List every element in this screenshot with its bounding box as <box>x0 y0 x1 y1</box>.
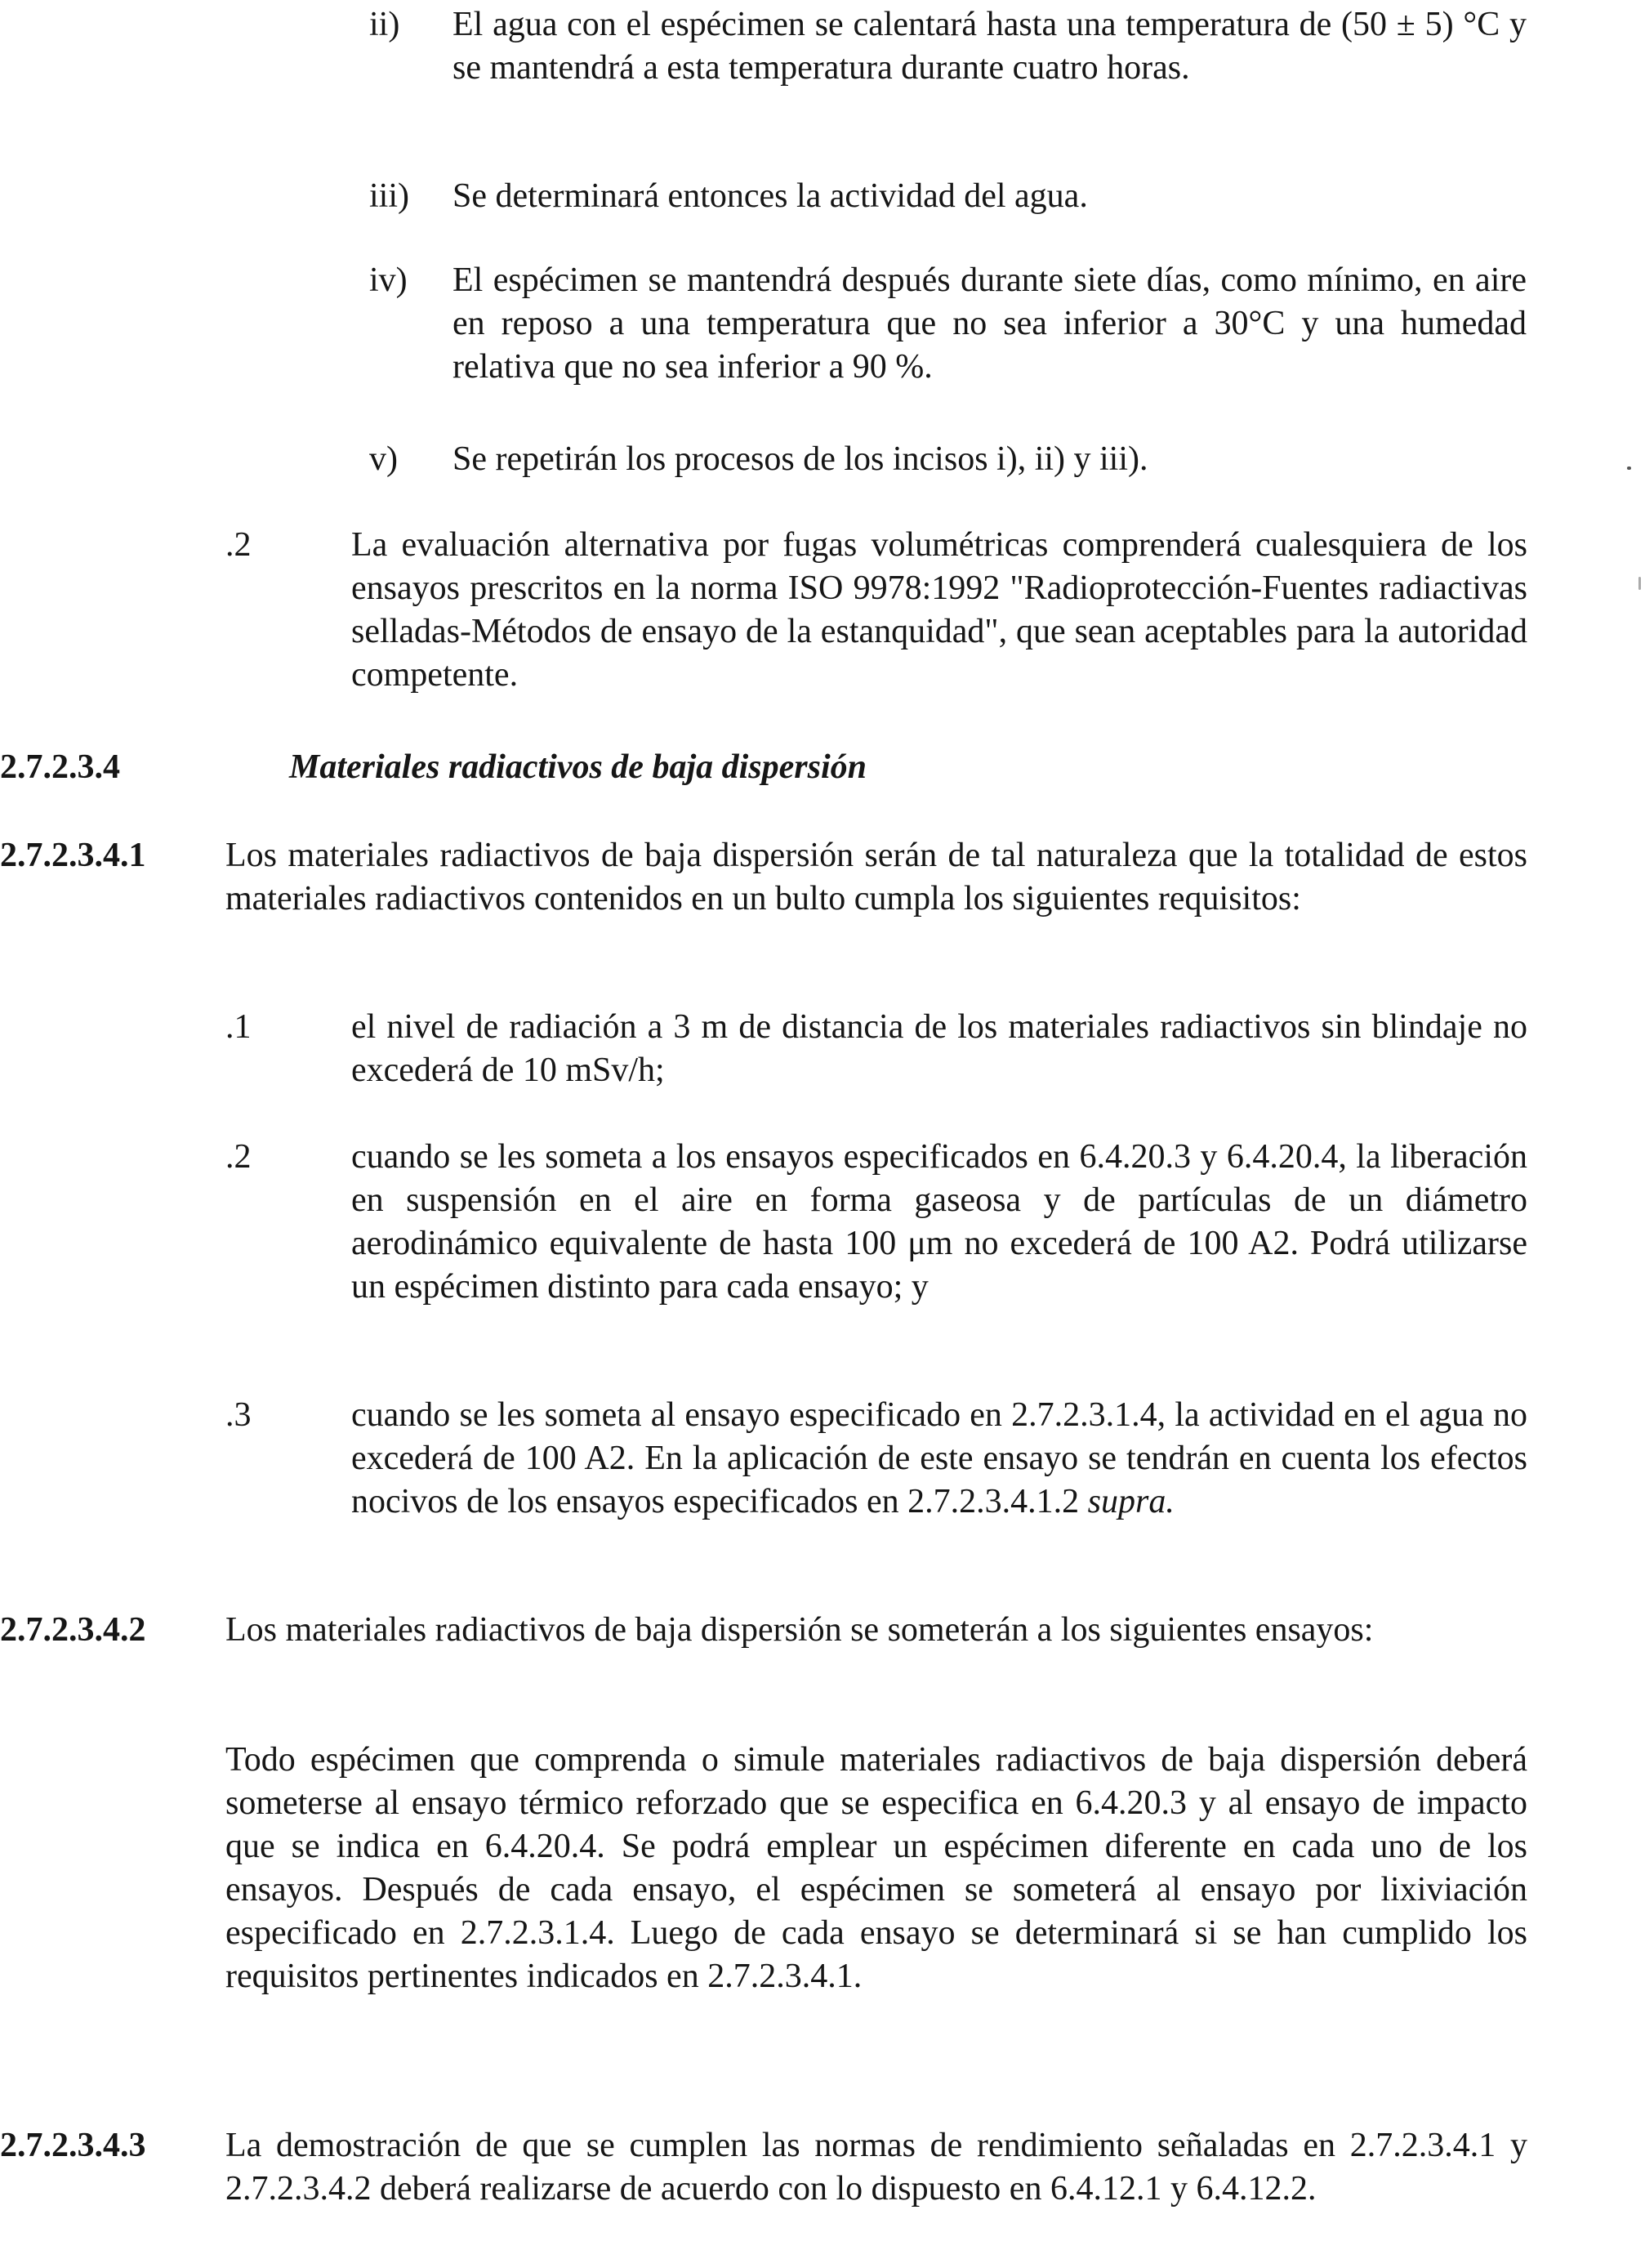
item-label: .3 <box>225 1396 252 1434</box>
paragraph-number: 2.7.2.3.4.2 <box>0 1611 146 1649</box>
scan-mark <box>1638 577 1641 590</box>
paragraph-text: Los materiales radiactivos de baja dispersión serán de tal naturaleza que la totalidad de estos materiales radiactivos contenidos en un bulto cumpla los siguientes requisitos: <box>225 837 1527 917</box>
item-text: El espécimen se mantendrá después durante siete días, como mínimo, en aire en reposo a una temperatura que no sea inferior a 30°C y una humedad relativa que no sea inferior a 90 %. <box>452 261 1527 386</box>
item-label: iv) <box>369 261 408 299</box>
item-text: El agua con el espécimen se calentará hasta una temperatura de (50 ± 5) °C y se mantendrá a esta temperatura durante cuatro horas. <box>452 6 1527 87</box>
item-text: el nivel de radiación a 3 m de distancia de los materiales radiactivos sin blindaje no excederá de 10 mSv/h; <box>351 1008 1527 1089</box>
item-label: .2 <box>225 526 252 564</box>
paragraph-number: 2.7.2.3.4.1 <box>0 837 146 874</box>
item-text: cuando se les someta a los ensayos especificados en 6.4.20.3 y 6.4.20.4, la liberación en suspensión en el aire en forma gaseosa y de partículas de un diámetro aerodinámico equivalente de hasta 100 μm no excederá de 100 A2. Podrá utilizarse un espécimen distinto para cada ensayo; y <box>351 1138 1527 1306</box>
paragraph-text: La demostración de que se cumplen las normas de rendimiento señaladas en 2.7.2.3.4.1 y 2.7.2.3.4.2 deberá realizarse de acuerdo con lo dispuesto en 6.4.12.1 y 6.4.12.2. <box>225 2127 1527 2208</box>
item-label: ii) <box>369 6 400 43</box>
item-text-italic: supra. <box>1087 1483 1175 1520</box>
item-text: Se determinará entonces la actividad del agua. <box>452 177 1088 215</box>
item-label: .1 <box>225 1008 252 1046</box>
item-label: .2 <box>225 1138 252 1176</box>
scan-mark <box>1627 467 1631 470</box>
section-number: 2.7.2.3.4 <box>0 748 120 786</box>
section-title: Materiales radiactivos de baja dispersión <box>289 748 867 786</box>
paragraph-number: 2.7.2.3.4.3 <box>0 2127 146 2164</box>
paragraph-text: Los materiales radiactivos de baja dispersión se someterán a los siguientes ensayos: <box>225 1611 1374 1649</box>
item-text-main: cuando se les someta al ensayo especificado en 2.7.2.3.1.4, la actividad en el agua no excederá de 100 A2. En la aplicación de este ensayo se tendrán en cuenta los efectos nocivos de los ensayos especificados en 2.7.2.3.4.1.2 <box>351 1396 1527 1520</box>
item-label: v) <box>369 440 398 478</box>
item-label: iii) <box>369 177 409 215</box>
item-text: La evaluación alternativa por fugas volumétricas comprenderá cualesquiera de los ensayos prescritos en la norma ISO 9978:1992 "Radioprotección-Fuentes radiactivas selladas-Métodos de ensayo de la estanquidad", que sean aceptables para la autoridad competente. <box>351 526 1527 694</box>
item-text <box>351 1394 1527 1524</box>
paragraph-body: Todo espécimen que comprenda o simule materiales radiactivos de baja dispersión deberá someterse al ensayo térmico reforzado que se especifica en 6.4.20.3 y al ensayo de impacto que se indica en 6.4.20.4. Se podrá emplear un espécimen diferente en cada uno de los ensayos. Después de cada ensayo, el espécimen se someterá al ensayo por lixiviación especificado en 2.7.2.3.1.4. Luego de cada ensayo se determinará si se han cumplido los requisitos pertinentes indicados en 2.7.2.3.4.1. <box>225 1741 1527 1995</box>
item-text: Se repetirán los procesos de los incisos i), ii) y iii). <box>452 440 1148 478</box>
